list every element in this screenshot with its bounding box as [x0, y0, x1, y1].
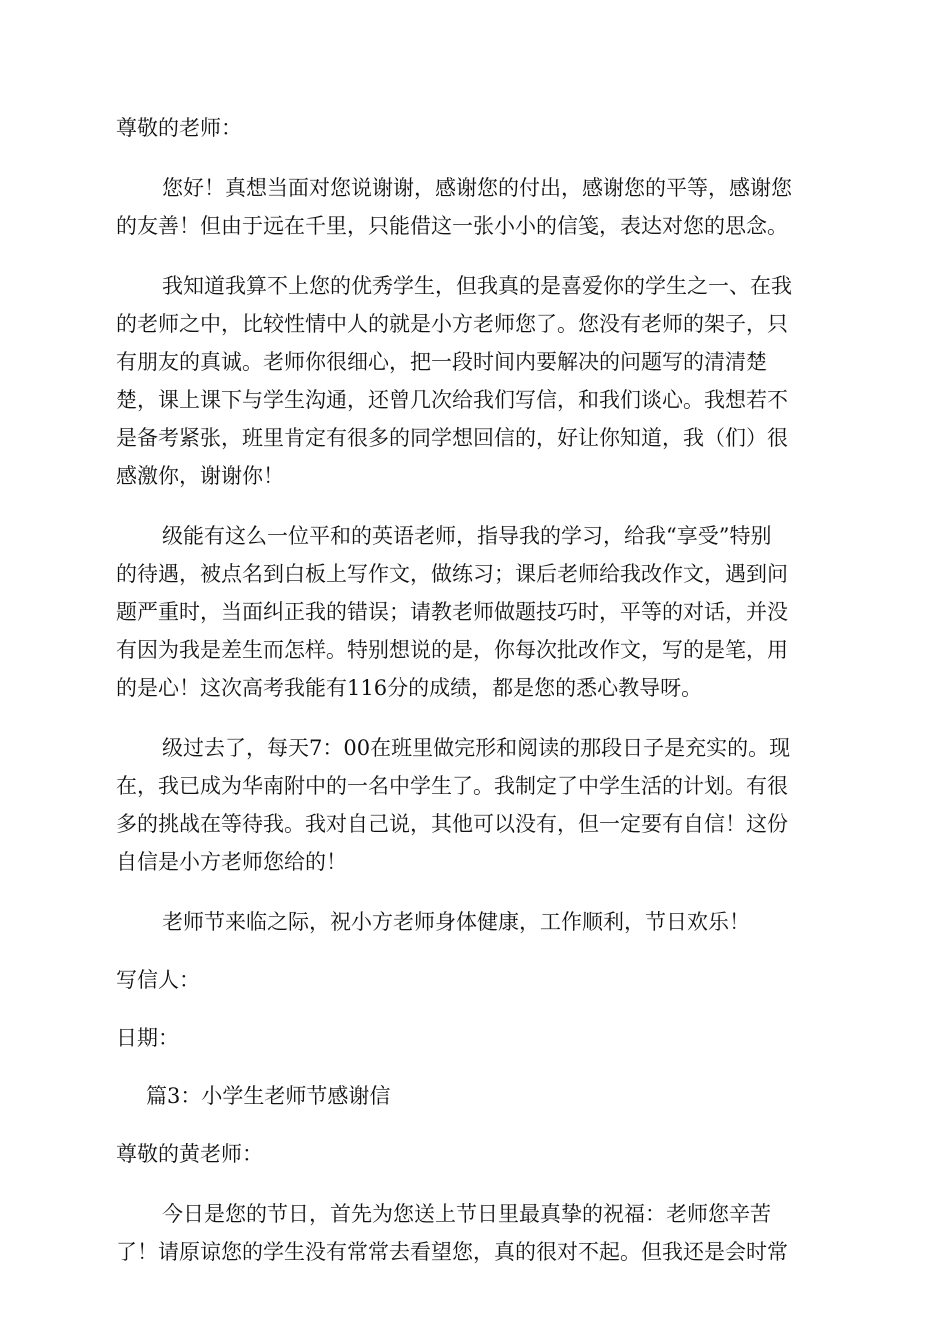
paragraph-line: 的待遇，被点名到白板上写作文，做练习；课后老师给我改作文，遇到问 [116, 562, 788, 586]
paragraph-line: 有朋友的真诚。老师你很细心，把一段时间内要解决的问题写的清清楚 [116, 350, 767, 374]
paragraph-line: 楚，课上课下与学生沟通，还曾几次给我们写信，和我们谈心。我想若不 [116, 388, 788, 412]
paragraph-english-teacher [116, 517, 836, 707]
paragraph-line: 的老师之中，比较性情中人的就是小方老师您了。您没有老师的架子，只 [116, 312, 788, 336]
paragraph-daily-study [116, 729, 836, 881]
paragraph-line: 在，我已成为华南附中的一名中学生了。我制定了中学生活的计划。有很 [116, 774, 788, 798]
paragraph-line: 有因为我是差生而怎样。特别想说的是，你每次批改作文，写的是笔，用 [116, 638, 788, 662]
paragraph-line: 了！请原谅您的学生没有常常去看望您，真的很对不起。但我还是会时常 [116, 1240, 788, 1264]
salutation: 尊敬的老师： [116, 116, 242, 140]
paragraph-line: 今日是您的节日，首先为您送上节日里最真挚的祝福：老师您辛苦 [162, 1202, 771, 1226]
paragraph-line: 的友善！但由于远在千里，只能借这一张小小的信笺，表达对您的思念。 [116, 214, 788, 238]
paragraph-final [116, 1195, 836, 1271]
paragraph-line: 级过去了，每天7：00在班里做完形和阅读的那段日子是充实的。现 [162, 736, 791, 760]
paragraph-line: 老师节来临之际，祝小方老师身体健康，工作顺利，节日欢乐！ [162, 910, 750, 934]
paragraph-line: 级能有这么一位平和的英语老师，指导我的学习，给我“享受”特别 [162, 524, 772, 548]
letter-body [116, 109, 836, 1271]
salutation: 尊敬的黄老师： [116, 1142, 263, 1166]
paragraph-line: 的是心！这次高考我能有116分的成绩，都是您的悉心教导呀。 [116, 676, 703, 700]
paragraph-blessing [116, 903, 836, 941]
paragraph-line: 感激你，谢谢你！ [116, 464, 284, 488]
paragraph-line: 我知道我算不上您的优秀学生，但我真的是喜爱你的学生之一、在我 [162, 274, 792, 298]
section-title: 篇3：小学生老师节感谢信 [146, 1084, 391, 1108]
paragraph-line: 题严重时，当面纠正我的错误；请教老师做题技巧时，平等的对话，并没 [116, 600, 788, 624]
paragraph-greeting [116, 169, 836, 245]
paragraph-line: 您好！真想当面对您说谢谢，感谢您的付出，感谢您的平等，感谢您 [162, 176, 792, 200]
paragraph-student-reflection [116, 267, 836, 495]
paragraph-line: 是备考紧张，班里肯定有很多的同学想回信的，好让你知道，我（们）很 [116, 426, 788, 450]
writer-label: 写信人： [116, 968, 200, 992]
paragraph-line: 自信是小方老师您给的！ [116, 850, 347, 874]
paragraph-line: 多的挑战在等待我。我对自己说，其他可以没有，但一定要有自信！这份 [116, 812, 788, 836]
date-label: 日期： [116, 1026, 179, 1050]
